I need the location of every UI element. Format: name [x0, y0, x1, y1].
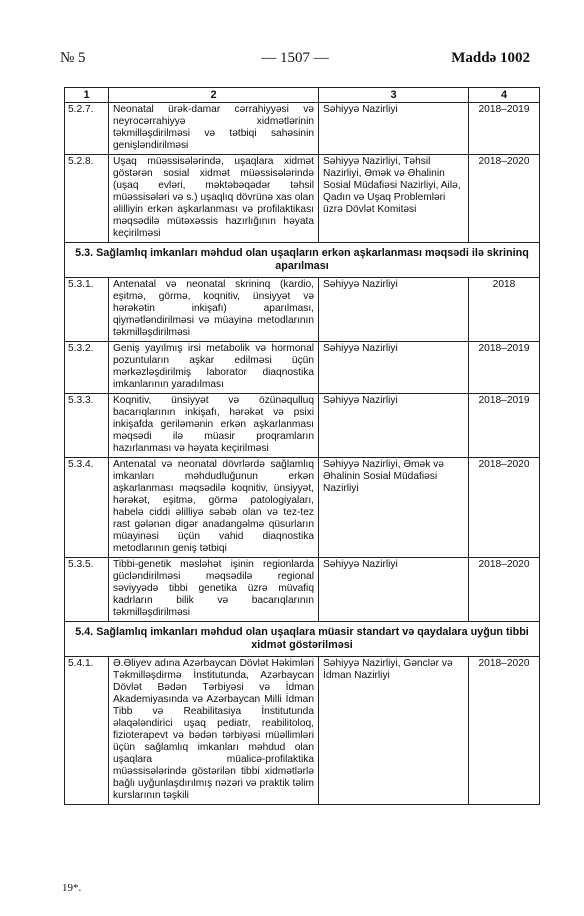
item-description: Koqnitiv, ünsiyyət və özünəqulluq bacarıqlarının inkişafı, hərəkət və psixi inkişafda geriləmənin erkən aşkarlanması məqsədi ilə müasir proqramların hazırlanması və həyata keçirilməsi	[109, 394, 319, 458]
item-executor: Səhiyyə Nazirliyi, Təhsil Nazirliyi, Əmək və Əhalinin Sosial Müdafiəsi Nazirliyi, Ailə, Qadın və Uşaq Problemləri üzrə Dövlət Komitəsi	[319, 155, 469, 243]
table-row	[65, 394, 540, 458]
article-number: Maddə 1002	[451, 50, 530, 66]
column-number-row	[65, 88, 540, 103]
item-years: 2018–2020	[469, 558, 540, 622]
section-heading-row	[65, 243, 540, 278]
item-years: 2018–2020	[469, 657, 540, 805]
section-heading: 5.4. Sağlamlıq imkanları məhdud olan uşaqlara müasir standart və qaydalara uyğun tibbi xidmət göstərilməsi	[65, 622, 540, 657]
section-heading: 5.3. Sağlamlıq imkanları məhdud olan uşaqların erkən aşkarlanması məqsədi ilə skrininq aparılması	[65, 243, 540, 278]
table-row	[65, 558, 540, 622]
page-header	[60, 50, 530, 70]
item-description: Ə.Əliyev adına Azərbaycan Dövlət Həkimləri Təkmilləşdirmə İnstitutunda, Azərbaycan Dövlət Bədən Tərbiyəsi və İdman Akademiyasında və Azərbaycan Milli İdman Tibb və Reabilitasiya İnstitutunda əlaqələndirici uşaq pediatr, reabilitoloq, fizioterapevt və bədən tərbiyəsi müəllimləri üçün sağlamlıq imkanları məhdud olan uşaqlara müalicə-profilaktika müəssisələrində göstərilən tibbi xidmətlərlə bağlı uyğunlaşdırılmış nəzəri və praktik təlim kurslarının təşkili	[109, 657, 319, 805]
item-description: Uşaq müəssisələrində, uşaqlara xidmət göstərən sosial xidmət müəssisələrində (uşaq evləri, məktəbəqədər təhsil müəssisələri və s.) uşaqlıq dövrünə xas olan əlilliyin erkən aşkarlanması və profilaktikası məqsədilə mütəxəssis hazırlığının həyata keçirilməsi	[109, 155, 319, 243]
table-row	[65, 458, 540, 558]
item-number: 5.2.7.	[65, 103, 109, 155]
item-years: 2018	[469, 278, 540, 342]
item-description: Antenatal və neonatal dövrlərdə sağlamlıq imkanları məhdudluğunun erkən aşkarlanması məqsədilə koqnitiv, ünsiyyət, hərəkət, eşitmə, görmə patologiyaları, habelə ciddi əlilliyə səbəb olan və tez-tez rast gələnən digər anadangəlmə qüsurların müayinəsi üçün vahid diaqnostika metodlarının geniş tətbiqi	[109, 458, 319, 558]
column-number: 2	[109, 88, 319, 103]
item-years: 2018–2020	[469, 458, 540, 558]
column-number: 3	[319, 88, 469, 103]
item-executor: Səhiyyə Nazirliyi	[319, 394, 469, 458]
item-years: 2018–2019	[469, 342, 540, 394]
item-years: 2018–2020	[469, 155, 540, 243]
page-number: — 1507 —	[261, 50, 329, 66]
item-years: 2018–2019	[469, 103, 540, 155]
table-row	[65, 657, 540, 805]
item-executor: Səhiyyə Nazirliyi, Gənclər və İdman Nazirliyi	[319, 657, 469, 805]
column-number: 1	[65, 88, 109, 103]
item-number: 5.4.1.	[65, 657, 109, 805]
section-heading-row	[65, 622, 540, 657]
footer-mark: 19*.	[62, 882, 82, 894]
item-executor: Səhiyyə Nazirliyi, Əmək və Əhalinin Sosial Müdafiəsi Nazirliyi	[319, 458, 469, 558]
item-description: Tibbi-genetik məsləhət işinin regionlarda gücləndirilməsi məqsədilə regional səviyyədə tibbi genetika üzrə müvafiq kadrların bilik və bacarıqlarının təkmilləşdirilməsi	[109, 558, 319, 622]
table-row	[65, 342, 540, 394]
item-number: 5.3.5.	[65, 558, 109, 622]
item-description: Geniş yayılmış irsi metabolik və hormonal pozuntuların aşkar edilməsi üçün mərkəzləşdirilmiş laborator diaqnostika imkanlarının yaradılması	[109, 342, 319, 394]
item-executor: Səhiyyə Nazirliyi	[319, 103, 469, 155]
table-row	[65, 103, 540, 155]
table-row	[65, 278, 540, 342]
item-number: 5.3.2.	[65, 342, 109, 394]
item-description: Neonatal ürək-damar cərrahiyyəsi və neyrocərrahiyyə xidmətlərinin təkmilləşdirilməsi və tətbiqi sahəsinin genişləndirilməsi	[109, 103, 319, 155]
item-years: 2018–2019	[469, 394, 540, 458]
item-number: 5.3.1.	[65, 278, 109, 342]
item-number: 5.2.8.	[65, 155, 109, 243]
item-executor: Səhiyyə Nazirliyi	[319, 278, 469, 342]
item-description: Antenatal və neonatal skrininq (kardio, eşitmə, görmə, koqnitiv, ünsiyyət və hərəkətin inkişafı) aparılması, qiymətləndirilməsi və müayinə metodlarının təkmilləşdirilməsi	[109, 278, 319, 342]
item-executor: Səhiyyə Nazirliyi	[319, 342, 469, 394]
action-plan-table	[64, 87, 540, 805]
item-executor: Səhiyyə Nazirliyi	[319, 558, 469, 622]
issue-number: № 5	[60, 50, 86, 66]
table-row	[65, 155, 540, 243]
column-number: 4	[469, 88, 540, 103]
item-number: 5.3.3.	[65, 394, 109, 458]
item-number: 5.3.4.	[65, 458, 109, 558]
